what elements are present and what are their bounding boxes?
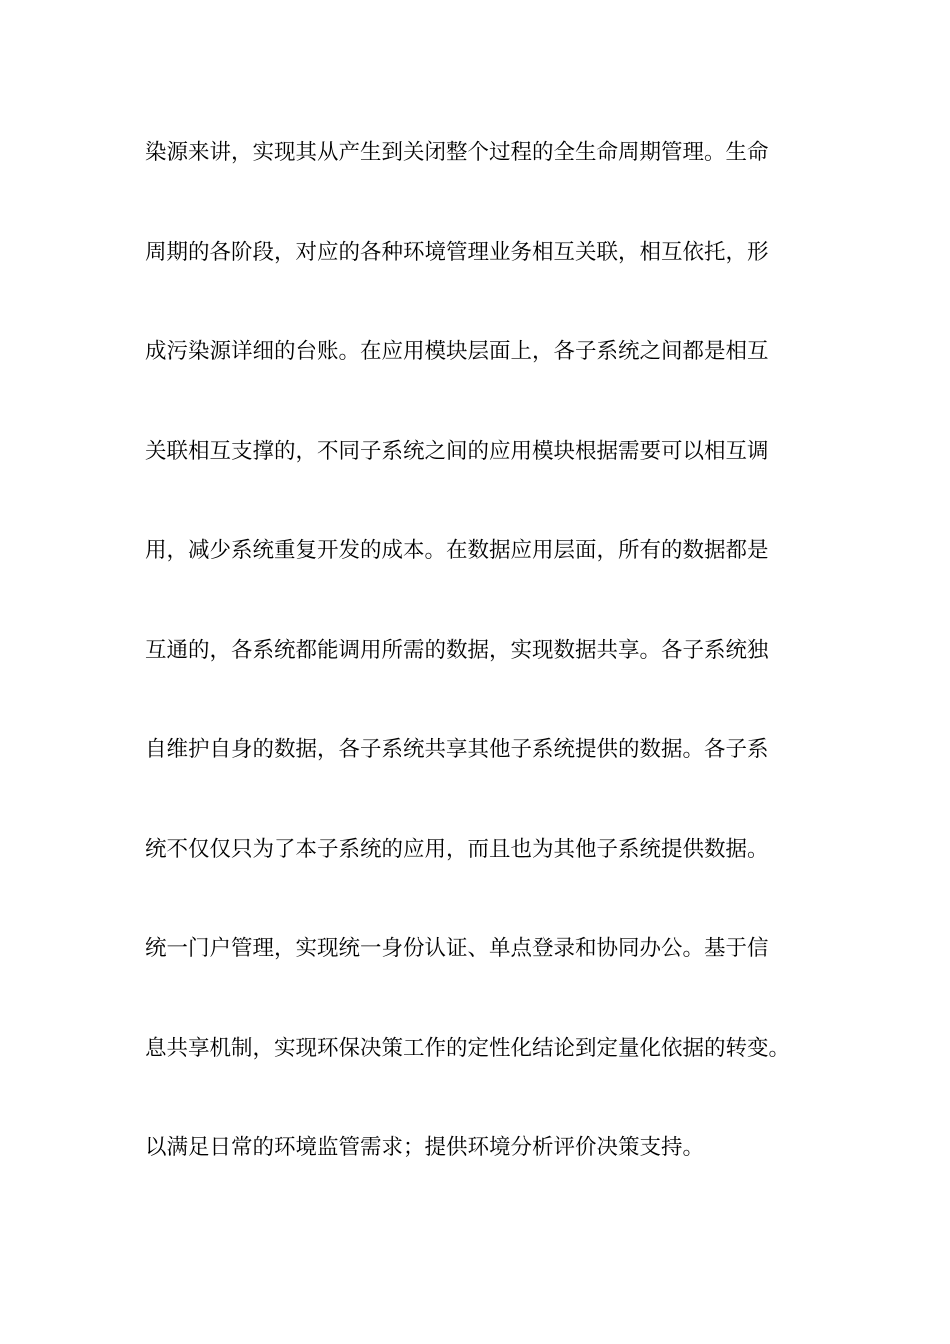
text-line: 统一门户管理，实现统一身份认证、单点登录和协同办公。基于信 xyxy=(145,936,769,961)
text-line: 以满足日常的环境监管需求；提供环境分析评价决策支持。 xyxy=(145,1135,705,1160)
text-line: 用，减少系统重复开发的成本。在数据应用层面，所有的数据都是 xyxy=(145,538,769,563)
text-line: 关联相互支撑的，不同子系统之间的应用模块根据需要可以相互调 xyxy=(145,438,769,464)
text-line: 周期的各阶段，对应的各种环境管理业务相互关联，相互依托，形 xyxy=(145,239,769,265)
text-line: 互通的，各系统都能调用所需的数据，实现数据共享。各子系统独 xyxy=(145,637,769,663)
text-line: 成污染源详细的台账。在应用模块层面上，各子系统之间都是相互 xyxy=(145,339,769,364)
text-line: 染源来讲，实现其从产生到关闭整个过程的全生命周期管理。生命 xyxy=(145,140,769,165)
text-line: 自维护自身的数据，各子系统共享其他子系统提供的数据。各子系 xyxy=(145,737,769,762)
text-line: 统不仅仅只为了本子系统的应用，而且也为其他子系统提供数据。 xyxy=(145,836,769,862)
body-text xyxy=(145,131,845,1226)
text-line: 息共享机制，实现环保决策工作的定性化结论到定量化依据的转变。 xyxy=(145,1035,791,1061)
